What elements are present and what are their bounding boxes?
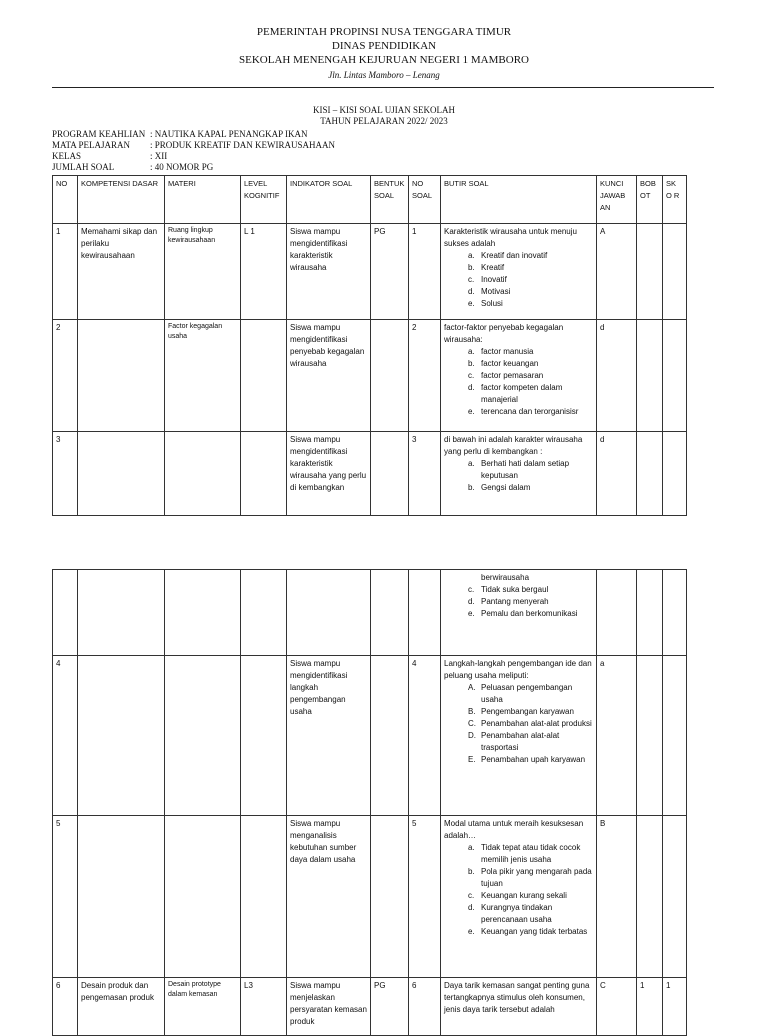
meta-info bbox=[52, 129, 335, 173]
nomor-soal-text: 1 bbox=[412, 227, 417, 236]
bobot-cell bbox=[637, 816, 663, 978]
level-kognitif-cell bbox=[241, 978, 287, 1036]
row-number-text: 1 bbox=[56, 227, 61, 236]
table-header-row bbox=[53, 176, 687, 224]
butir-soal-text: di bawah ini adalah karakter wirausaha yang perlu di kembangkan : bbox=[444, 435, 583, 456]
answer-option bbox=[468, 458, 593, 482]
level-kognitif-text: L3 bbox=[244, 981, 253, 990]
bobot-cell bbox=[637, 224, 663, 320]
nomor-soal-cell bbox=[409, 432, 441, 516]
butir-soal-text: Karakteristik wirausaha untuk menuju sukses adalah bbox=[444, 227, 577, 248]
indikator-soal-text: Siswa mampu mengidentifikasi penyebab kegagalan wirausaha bbox=[290, 323, 365, 368]
answer-option bbox=[468, 890, 593, 902]
skor-cell bbox=[663, 320, 687, 432]
nomor-soal-cell bbox=[409, 656, 441, 816]
skor-cell bbox=[663, 656, 687, 816]
option-letter: e. bbox=[468, 299, 475, 308]
indikator-soal-text: Siswa mampu mengidentifikasi karakteristik wirausaha bbox=[290, 227, 348, 272]
kisi-table-page-1 bbox=[52, 175, 687, 516]
level-kognitif-cell bbox=[241, 816, 287, 978]
row-number-cell bbox=[53, 656, 78, 816]
option-text: Pantang menyerah bbox=[481, 597, 549, 606]
kunci-jawaban-text: a bbox=[600, 659, 605, 668]
nomor-soal-cell bbox=[409, 816, 441, 978]
option-letter: a. bbox=[468, 347, 475, 356]
kompetensi-dasar-cell bbox=[78, 432, 165, 516]
nomor-soal-text: 2 bbox=[412, 323, 417, 332]
indikator-soal-cell bbox=[287, 656, 371, 816]
answer-option bbox=[468, 370, 593, 382]
answer-option bbox=[468, 572, 593, 584]
butir-soal-cell bbox=[441, 816, 597, 978]
table-row bbox=[53, 978, 687, 1036]
option-text: factor pemasaran bbox=[481, 371, 544, 380]
option-letter: C. bbox=[468, 719, 476, 728]
option-text: factor manusia bbox=[481, 347, 534, 356]
kunci-jawaban-cell bbox=[597, 656, 637, 816]
option-text: Solusi bbox=[481, 299, 503, 308]
answer-option bbox=[468, 482, 593, 494]
materi-cell bbox=[165, 432, 241, 516]
materi-text: Desain prototype dalam kemasan bbox=[168, 981, 221, 998]
bobot-text: 1 bbox=[640, 981, 645, 990]
row-number-text: 5 bbox=[56, 819, 61, 828]
document-subtitle: TAHUN PELAJARAN 2022/ 2023 bbox=[320, 116, 448, 126]
level-kognitif-cell bbox=[241, 656, 287, 816]
option-letter: d. bbox=[468, 383, 475, 392]
table-row bbox=[53, 432, 687, 516]
indikator-soal-text: Siswa mampu mengidentifikasi karakteristik wirausaha yang perlu di kembangkan bbox=[290, 435, 367, 492]
option-text: Pola pikir yang mengarah pada tujuan bbox=[481, 867, 592, 888]
bentuk-soal-cell bbox=[371, 816, 409, 978]
bobot-cell bbox=[637, 656, 663, 816]
option-letter: b. bbox=[468, 867, 475, 876]
answer-option bbox=[468, 682, 593, 706]
materi-cell bbox=[165, 656, 241, 816]
nomor-soal-cell bbox=[409, 320, 441, 432]
butir-soal-text: factor-faktor penyebab kegagalan wirausaha: bbox=[444, 323, 564, 344]
kompetensi-dasar-cell bbox=[78, 978, 165, 1036]
kunci-jawaban-cell bbox=[597, 570, 637, 656]
letterhead-line-2: DINAS PENDIDIKAN bbox=[331, 40, 437, 52]
option-letter: e. bbox=[468, 609, 475, 618]
indikator-soal-text: Siswa mampu menjelaskan persyaratan kemasan produk bbox=[290, 981, 367, 1026]
butir-soal-text: Modal utama untuk meraih kesuksesan adalah… bbox=[444, 819, 584, 840]
table-row bbox=[53, 816, 687, 978]
option-text: terencana dan terorganisisr bbox=[481, 407, 579, 416]
butir-soal-cell bbox=[441, 978, 597, 1036]
option-text: Berhati hati dalam setiap keputusan bbox=[481, 459, 570, 480]
col-header: KOMPETENSI DASAR bbox=[78, 176, 165, 224]
option-letter: c. bbox=[468, 891, 475, 900]
answer-option bbox=[468, 926, 593, 938]
answer-option bbox=[468, 406, 593, 418]
option-text: Penambahan alat-alat trasportasi bbox=[481, 731, 560, 752]
bentuk-soal-cell bbox=[371, 978, 409, 1036]
kunci-jawaban-cell bbox=[597, 320, 637, 432]
nomor-soal-text: 3 bbox=[412, 435, 417, 444]
col-header: INDIKATOR SOAL bbox=[287, 176, 371, 224]
table-row bbox=[53, 320, 687, 432]
skor-cell bbox=[663, 224, 687, 320]
option-text: Peluasan pengembangan usaha bbox=[481, 683, 573, 704]
col-header: BUTIR SOAL bbox=[441, 176, 597, 224]
butir-soal-cell bbox=[441, 570, 597, 656]
answer-option bbox=[468, 262, 593, 274]
answer-options bbox=[444, 458, 593, 494]
option-letter: a. bbox=[468, 459, 475, 468]
level-kognitif-cell bbox=[241, 320, 287, 432]
col-header: LEVEL KOGNITIF bbox=[241, 176, 287, 224]
bentuk-soal-text: PG bbox=[374, 981, 386, 990]
materi-cell bbox=[165, 570, 241, 656]
level-kognitif-cell bbox=[241, 224, 287, 320]
nomor-soal-cell bbox=[409, 224, 441, 320]
kunci-jawaban-text: d bbox=[600, 435, 605, 444]
materi-cell bbox=[165, 816, 241, 978]
option-letter: d. bbox=[468, 287, 475, 296]
option-letter: b. bbox=[468, 263, 475, 272]
materi-cell bbox=[165, 978, 241, 1036]
answer-option bbox=[468, 298, 593, 310]
letterhead-line-3: SEKOLAH MENENGAH KEJURUAN NEGERI 1 MAMBORO bbox=[239, 54, 529, 66]
bobot-cell bbox=[637, 570, 663, 656]
option-text: berwirausaha bbox=[481, 573, 530, 582]
butir-soal-cell bbox=[441, 656, 597, 816]
skor-cell bbox=[663, 432, 687, 516]
option-letter: A. bbox=[468, 683, 476, 692]
option-text: Keuangan kurang sekali bbox=[481, 891, 567, 900]
option-text: Penambahan alat-alat produksi bbox=[481, 719, 592, 728]
option-letter: a. bbox=[468, 251, 475, 260]
kunci-jawaban-text: d bbox=[600, 323, 605, 332]
option-text: Pengembangan karyawan bbox=[481, 707, 574, 716]
materi-cell bbox=[165, 320, 241, 432]
skor-cell bbox=[663, 816, 687, 978]
kunci-jawaban-text: C bbox=[600, 981, 606, 990]
butir-soal-cell bbox=[441, 432, 597, 516]
answer-option bbox=[468, 730, 593, 754]
nomor-soal-text: 5 bbox=[412, 819, 417, 828]
col-header: NO SOAL bbox=[409, 176, 441, 224]
indikator-soal-cell bbox=[287, 816, 371, 978]
kisi-table-page-2 bbox=[52, 569, 687, 1036]
materi-cell bbox=[165, 224, 241, 320]
nomor-soal-text: 4 bbox=[412, 659, 417, 668]
indikator-soal-cell bbox=[287, 978, 371, 1036]
butir-soal-cell bbox=[441, 224, 597, 320]
answer-option bbox=[468, 250, 593, 262]
bobot-cell bbox=[637, 978, 663, 1036]
option-letter: e. bbox=[468, 407, 475, 416]
answer-option bbox=[468, 358, 593, 370]
answer-options bbox=[444, 346, 593, 418]
option-text: Motivasi bbox=[481, 287, 511, 296]
option-text: Kreatif dan inovatif bbox=[481, 251, 548, 260]
kompetensi-dasar-text: Memahami sikap dan perilaku kewirausahaan bbox=[81, 227, 158, 260]
letterhead-divider bbox=[52, 87, 714, 88]
table-row bbox=[53, 224, 687, 320]
kompetensi-dasar-cell bbox=[78, 570, 165, 656]
indikator-soal-text: Siswa mampu menganalisis kebutuhan sumber daya dalam usaha bbox=[290, 819, 357, 864]
answer-options bbox=[444, 682, 593, 766]
option-text: Tidak suka bergaul bbox=[481, 585, 549, 594]
table-row bbox=[53, 656, 687, 816]
letterhead-line-1: PEMERINTAH PROPINSI NUSA TENGGARA TIMUR bbox=[256, 26, 512, 38]
option-text: Pemalu dan berkomunikasi bbox=[481, 609, 578, 618]
nomor-soal-text: 6 bbox=[412, 981, 417, 990]
butir-soal-cell bbox=[441, 320, 597, 432]
col-header: MATERI bbox=[165, 176, 241, 224]
answer-option bbox=[468, 584, 593, 596]
kunci-jawaban-cell bbox=[597, 224, 637, 320]
bobot-cell bbox=[637, 320, 663, 432]
option-letter: c. bbox=[468, 371, 475, 380]
option-letter: d. bbox=[468, 903, 475, 912]
skor-cell bbox=[663, 570, 687, 656]
bentuk-soal-cell bbox=[371, 224, 409, 320]
option-text: Inovatif bbox=[481, 275, 507, 284]
answer-options bbox=[444, 842, 593, 938]
answer-option bbox=[468, 596, 593, 608]
butir-soal-text: Daya tarik kemasan sangat penting guna tertangkapnya stimulus oleh konsumen, jenis daya tarik tersebut adalah bbox=[444, 981, 590, 1014]
answer-option bbox=[468, 346, 593, 358]
answer-option bbox=[468, 902, 593, 926]
row-number-text: 3 bbox=[56, 435, 61, 444]
col-header: SK O R bbox=[663, 176, 687, 224]
kunci-jawaban-text: B bbox=[600, 819, 606, 828]
option-letter: b. bbox=[468, 359, 475, 368]
option-letter: B. bbox=[468, 707, 476, 716]
bentuk-soal-text: PG bbox=[374, 227, 386, 236]
kompetensi-dasar-cell bbox=[78, 224, 165, 320]
answer-option bbox=[468, 718, 593, 730]
letterhead-address: Jln. Lintas Mamboro – Lenang bbox=[328, 70, 440, 80]
table-row bbox=[53, 570, 687, 656]
option-text: Keuangan yang tidak terbatas bbox=[481, 927, 588, 936]
kompetensi-dasar-cell bbox=[78, 816, 165, 978]
option-letter: e. bbox=[468, 927, 475, 936]
indikator-soal-cell bbox=[287, 224, 371, 320]
answer-option bbox=[468, 608, 593, 620]
meta-row: JUMLAH SOAL : 40 NOMOR PG bbox=[52, 162, 214, 172]
answer-options bbox=[444, 250, 593, 310]
bentuk-soal-cell bbox=[371, 570, 409, 656]
kunci-jawaban-text: A bbox=[600, 227, 606, 236]
materi-text: Ruang lingkup kewirausahaan bbox=[168, 227, 216, 244]
skor-text: 1 bbox=[666, 981, 671, 990]
indikator-soal-cell bbox=[287, 320, 371, 432]
bentuk-soal-cell bbox=[371, 656, 409, 816]
nomor-soal-cell bbox=[409, 978, 441, 1036]
answer-options bbox=[444, 572, 593, 620]
skor-cell bbox=[663, 978, 687, 1036]
row-number-cell bbox=[53, 816, 78, 978]
level-kognitif-cell bbox=[241, 432, 287, 516]
row-number-text: 6 bbox=[56, 981, 61, 990]
row-number-text: 2 bbox=[56, 323, 61, 332]
col-header: BOB OT bbox=[637, 176, 663, 224]
kunci-jawaban-cell bbox=[597, 816, 637, 978]
option-letter: D. bbox=[468, 731, 476, 740]
answer-option bbox=[468, 382, 593, 406]
row-number-cell bbox=[53, 224, 78, 320]
materi-text: Factor kegagalan usaha bbox=[168, 323, 223, 340]
indikator-soal-text: Siswa mampu mengidentifikasi langkah pengembangan usaha bbox=[290, 659, 348, 716]
meta-row: PROGRAM KEAHLIAN : NAUTIKA KAPAL PENANGKAP IKAN bbox=[52, 129, 308, 139]
answer-option bbox=[468, 286, 593, 298]
option-letter: c. bbox=[468, 275, 475, 284]
document-title: KISI – KISI SOAL UJIAN SEKOLAH bbox=[313, 105, 455, 115]
option-text: Penambahan upah karyawan bbox=[481, 755, 586, 764]
kunci-jawaban-cell bbox=[597, 432, 637, 516]
kompetensi-dasar-cell bbox=[78, 656, 165, 816]
level-kognitif-text: L 1 bbox=[244, 227, 255, 236]
option-text: factor keuangan bbox=[481, 359, 539, 368]
col-header: BENTUK SOAL bbox=[371, 176, 409, 224]
answer-option bbox=[468, 842, 593, 866]
kompetensi-dasar-cell bbox=[78, 320, 165, 432]
option-text: Kurangnya tindakan perencanaan usaha bbox=[481, 903, 553, 924]
row-number-cell bbox=[53, 432, 78, 516]
indikator-soal-cell bbox=[287, 570, 371, 656]
meta-row: KELAS : XII bbox=[52, 151, 168, 161]
option-letter: a. bbox=[468, 843, 475, 852]
option-letter: b. bbox=[468, 483, 475, 492]
answer-option bbox=[468, 706, 593, 718]
kunci-jawaban-cell bbox=[597, 978, 637, 1036]
answer-option bbox=[468, 274, 593, 286]
row-number-cell bbox=[53, 978, 78, 1036]
level-kognitif-cell bbox=[241, 570, 287, 656]
bentuk-soal-cell bbox=[371, 432, 409, 516]
row-number-cell bbox=[53, 320, 78, 432]
option-text: Kreatif bbox=[481, 263, 505, 272]
answer-option bbox=[468, 754, 593, 766]
answer-option bbox=[468, 866, 593, 890]
option-text: Tidak tepat atau tidak cocok memilih jenis usaha bbox=[481, 843, 581, 864]
option-letter: d. bbox=[468, 597, 475, 606]
col-header: KUNCI JAWAB AN bbox=[597, 176, 637, 224]
option-text: Gengsi dalam bbox=[481, 483, 531, 492]
row-number-cell bbox=[53, 570, 78, 656]
indikator-soal-cell bbox=[287, 432, 371, 516]
nomor-soal-cell bbox=[409, 570, 441, 656]
option-letter: c. bbox=[468, 585, 475, 594]
kompetensi-dasar-text: Desain produk dan pengemasan produk bbox=[81, 981, 154, 1002]
row-number-text: 4 bbox=[56, 659, 61, 668]
option-text: factor kompeten dalam manajerial bbox=[481, 383, 563, 404]
option-letter: E. bbox=[468, 755, 476, 764]
bentuk-soal-cell bbox=[371, 320, 409, 432]
bobot-cell bbox=[637, 432, 663, 516]
meta-row: MATA PELAJARAN : PRODUK KREATIF DAN KEWIRAUSAHAAN bbox=[52, 140, 336, 150]
butir-soal-text: Langkah-langkah pengembangan ide dan peluang usaha meliputi: bbox=[444, 659, 592, 680]
col-header: NO bbox=[53, 176, 78, 224]
